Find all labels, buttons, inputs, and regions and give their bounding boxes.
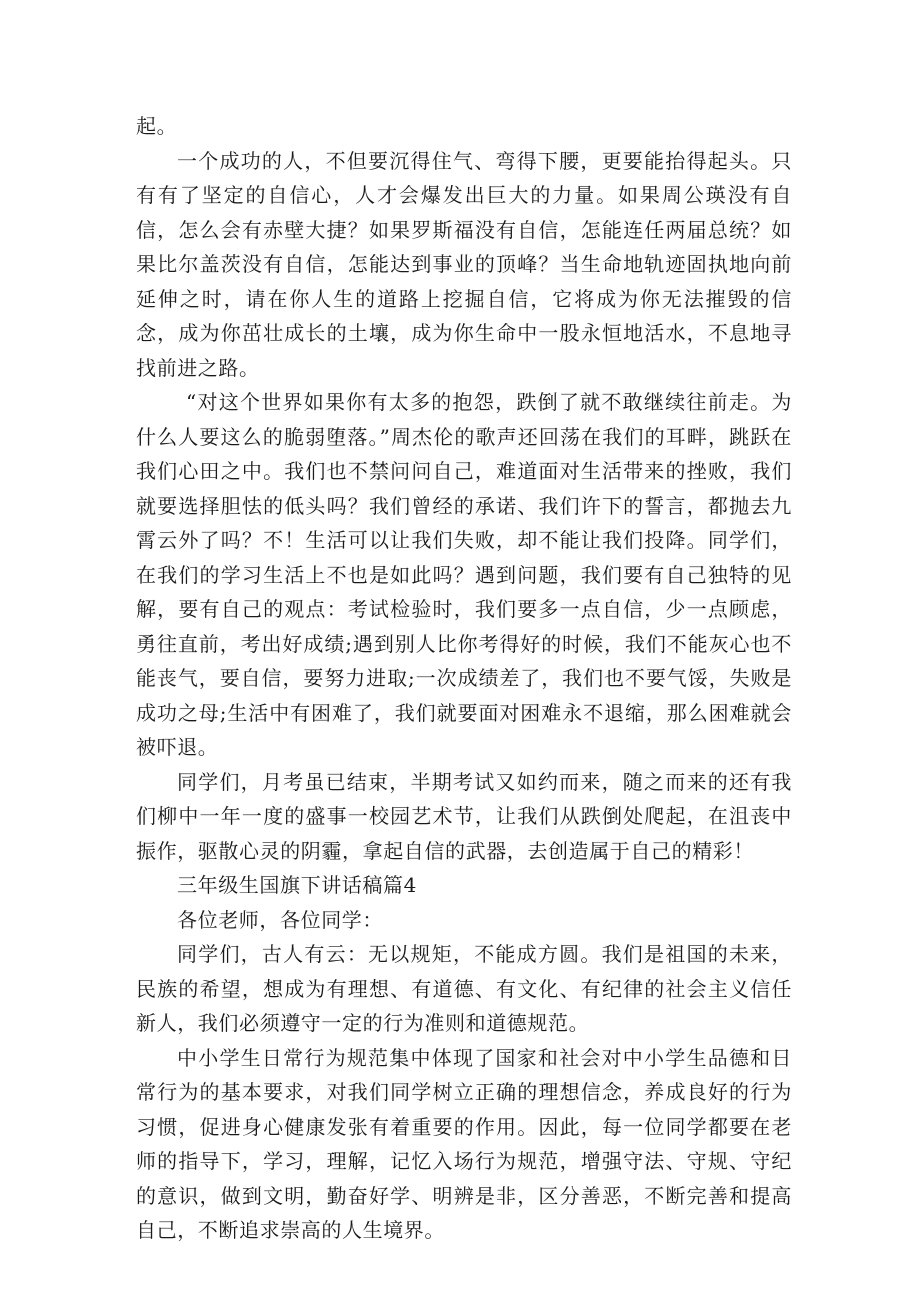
paragraph-art-festival: 同学们，月考虽已结束，半期考试又如约而来，随之而来的还有我们柳中一年一度的盛事一校园艺术节，让我们从跌倒处爬起，在沮丧中振作，驱散心灵的阴霾，拿起自信的武器，去创造属于自己的精彩！ [136,769,792,863]
document-body [136,109,792,1248]
paragraph-continuation: 起。 [136,114,178,138]
paragraph-code-of-conduct: 中小学生日常行为规范集中体现了国家和社会对中小学生品德和日常行为的基本要求，对我们同学树立正确的理想信念，养成良好的行为习惯，促进身心健康发张有着重要的作用。因此，每一位同学都要在老师的指导下，学习，理解，记忆入场行为规范，增强守法、守规、守纪的意识，做到文明，勤奋好学、明辨是非，区分善恶，不断完善和提高自己，不断追求崇高的人生境界。 [136,1045,792,1242]
paragraph-confidence: 一个成功的人，不但要沉得住气、弯得下腰，更要能抬得起头。只有有了坚定的自信心，人才会爆发出巨大的力量。如果周公瑛没有自信，怎么会有赤壁大捷？如果罗斯福没有自信，怎能连任两届总统？如果比尔盖茨没有自信，怎能达到事业的顶峰？当生命地轨迹固执地向前延伸之时，请在你人生的道路上挖掘自信，它将成为你无法摧毁的信念，成为你茁壮成长的土壤，成为你生命中一股永恒地活水，不息地寻找前进之路。 [136,148,792,380]
section-heading: 三年级生国旗下讲话稿篇4 [177,873,417,897]
paragraph-song-quote: “对这个世界如果你有太多的抱怨，跌倒了就不敢继续往前走。为什么人要这么的脆弱堕落。”周杰伦的歌声还回荡在我们的耳畔，跳跃在我们心田之中。我们也不禁问问自己，难道面对生活带来的挫败，我们就要选择胆怯的低头吗？我们曾经的承诺、我们许下的誓言，都抛去九霄云外了吗？不！生活可以让我们失败，却不能让我们投降。同学们，在我们的学习生活上不也是如此吗？遇到问题，我们要有自己独特的见解，要有自己的观点：考试检验时，我们要多一点自信，少一点顾虑，勇往直前，考出好成绩;遇到别人比你考得好的时候，我们不能灰心也不能丧气，要自信，要努力进取;一次成绩差了，我们也不要气馁，失败是成功之母;生活中有困难了，我们就要面对困难永不退缩，那么困难就会被吓退。 [136,390,792,759]
paragraph-rules: 同学们，古人有云：无以规矩，不能成方圆。我们是祖国的未来，民族的希望，想成为有理想、有道德、有文化、有纪律的社会主义信任新人，我们必须遵守一定的行为准则和道德规范。 [136,942,792,1035]
salutation: 各位老师，各位同学： [177,907,383,932]
